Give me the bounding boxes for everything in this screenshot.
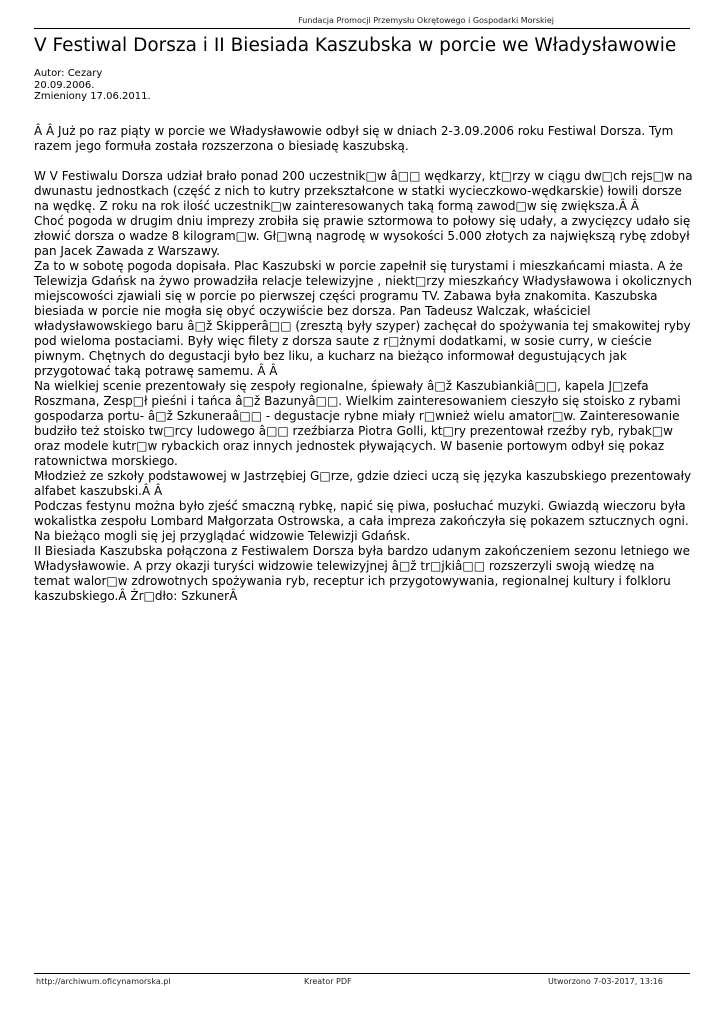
article-meta: [34, 68, 151, 103]
footer-generator: Kreator PDF: [304, 977, 352, 986]
footer-created: Utworzono 7-03-2017, 13:16: [548, 977, 663, 986]
article-body: [34, 124, 694, 604]
article-paragraph: Młodzież ze szkoły podstawowej w Jastrzębiej G□rze, gdzie dzieci uczą się języka kaszubskiego prezentowały alfabet kaszubski.Â Â: [34, 469, 692, 498]
article-title: V Festiwal Dorsza i II Biesiada Kaszubska w porcie we Władysławowie: [34, 35, 677, 56]
footer-divider: [34, 973, 690, 974]
article-paragraph: Â Â Już po raz piąty w porcie we Władysławowie odbył się w dniach 2-3.09.2006 roku Festiwal Dorsza. Tym razem jego formuła została rozszerzona o biesiadę kaszubską.: [34, 124, 674, 153]
article-author: Autor: Cezary: [34, 68, 103, 79]
article-paragraph: Podczas festynu można było zjeść smaczną rybkę, napić się piwa, posłuchać muzyki. Gwiazdą wieczoru była wokalistka zespołu Lombard Małgorzata Ostrowska, a cała impreza zakończyła się pokazem sztucznych ogni. Na bieżąco mogli się jej przyglądać widzowie Telewizji Gdańsk.: [34, 499, 689, 543]
header-divider: [34, 28, 690, 29]
article-date: 20.09.2006.: [34, 79, 95, 91]
article-paragraph: II Biesiada Kaszubska połączona z Festiwalem Dorsza była bardzo udanym zakończeniem sezonu letniego we Władysławowie. A przy okazji turyści widzowie telewizyjnej â□ž tr□jkiâ□□ rozszerzyli swoją wiedzę na temat walor□w zdrowotnych spożywania ryb, receptur ich przygotowywania, regionalnej kultury i folkloru kaszubskiego.Â Źr□dło: SzkunerÂ: [34, 544, 690, 603]
article-paragraph: W V Festiwalu Dorsza udział brało ponad 200 uczestnik□w â□□ wędkarzy, kt□rzy w ciągu dw□ch rejs□w na dwunastu jednostkach (część z nich to kutry przekształcone w statki wycieczkowo-wędkarskie) łowili dorsze na wędkę. Z roku na rok ilość uczestnik□w zainteresowanych taką formą zawod□w się zwiększa.Â Â: [34, 169, 693, 213]
article-paragraph: Na wielkiej scenie prezentowały się zespoły regionalne, śpiewały â□ž Kaszubiankiâ□□, kapela J□zefa Roszmana, Zesp□ł pieśni i tańca â□ž Bazunyâ□□. Wielkim zainteresowaniem cieszyło się stoisko z rybami gospodarza portu- â□ž Szkuneraâ□□ - degustacje rybne miały r□wnież wielu amator□w. Zainteresowanie budziło też stoisko tw□rcy ludowego â□□ rzeźbiarza Piotra Golli, kt□ry prezentował rzeźby ryb, rybak□w oraz modele kutr□w rybackich oraz innych jednostek pływających. W basenie portowym odbył się pokaz ratownictwa morskiego.: [34, 379, 681, 468]
footer-url: http://archiwum.oficynamorska.pl: [36, 977, 171, 986]
header-organization: Fundacja Promocji Przemysłu Okrętowego i Gospodarki Morskiej: [298, 16, 554, 25]
article-paragraph: Choć pogoda w drugim dniu imprezy zrobiła się prawie sztormowa to połowy się udały, a zwycięzcy udało się złowić dorsza o wadze 8 kilogram□w. Gł□wną nagrodę w wysokości 5.000 złotych za największą rybę zdobył pan Jacek Zawada z Warszawy.: [34, 214, 691, 258]
article-paragraph: Za to w sobotę pogoda dopisała. Plac Kaszubski w porcie zapełnił się turystami i mieszkańcami miasta. A że Telewizja Gdańsk na żywo prowadziła relacje telewizyjne , niekt□rzy mieszkańcy Władysławowa i okolicznych miejscowości zjawiali się w porcie po pierwszej części programu TV. Zabawa była znakomita. Kaszubska biesiada w porcie nie mogła się obyć oczywiście bez dorsza. Pan Tadeusz Walczak, właściciel władysławowskiego baru â□ž Skipperâ□□ (zresztą były szyper) zachęcał do spożywania tej smakowitej ryby pod wieloma postaciami. Były więc filety z dorsza saute z r□żnymi dodatkami, w sosie curry, w cieście piwnym. Chętnych do degustacji było bez liku, a kucharz na bieżąco informował degustujących jak przygotować taką potrawę samemu. Â Â: [34, 259, 692, 378]
article-modified: Zmieniony 17.06.2011.: [34, 91, 151, 102]
